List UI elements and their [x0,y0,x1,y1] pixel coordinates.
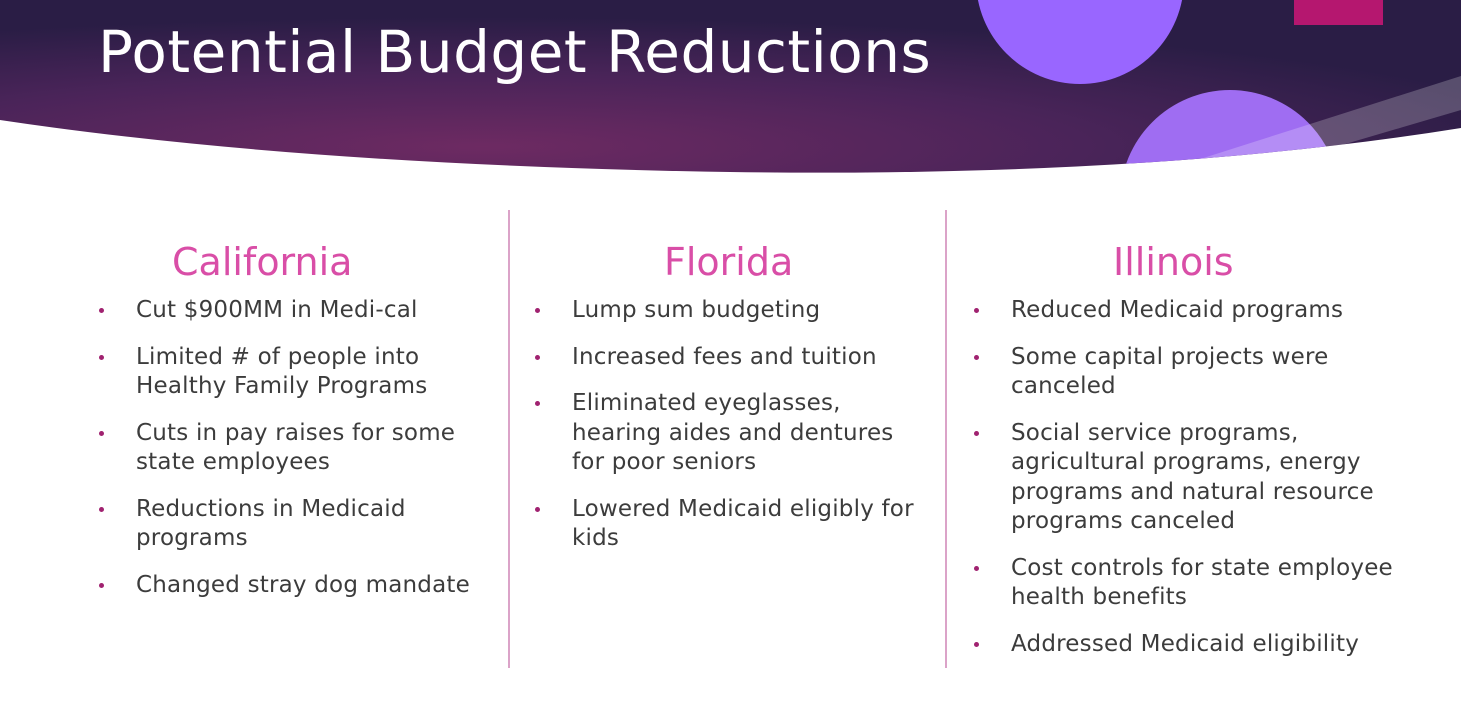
column-divider-1 [508,210,510,668]
bullet-icon [535,308,540,313]
list-item [99,343,489,402]
column-california [99,232,489,617]
list-item [974,343,1394,402]
bullet-icon [974,566,979,571]
list-item [535,389,925,478]
column-heading: Florida [664,240,794,284]
list-item-text: Lowered Medicaid eligibly for kids [572,495,914,551]
list-item [99,296,489,326]
list-item-text: Some capital projects were canceled [1011,343,1329,399]
bullet-icon [99,308,104,313]
column-divider-2 [945,210,947,668]
list-item [535,296,925,326]
bullet-icon [535,355,540,360]
column-illinois [974,232,1394,676]
bullet-icon [535,401,540,406]
bullet-icon [99,355,104,360]
list-item [974,419,1394,537]
bullet-icon [974,308,979,313]
list-item-text: Cuts in pay raises for some state employees [136,419,456,475]
list-item [974,296,1394,326]
list-item-text: Increased fees and tuition [572,343,877,370]
list-item [99,419,489,478]
list-item-text: Social service programs, agricultural programs, energy programs and natural resource programs canceled [1011,419,1374,534]
list-item-text: Changed stray dog mandate [136,571,470,598]
list-item-text: Reduced Medicaid programs [1011,297,1344,323]
list-item-text: Cost controls for state employee health benefits [1011,554,1393,610]
list-item-text: Lump sum budgeting [572,297,821,323]
bullet-list [99,296,489,600]
header-accent-square [1294,0,1383,25]
bullet-icon [974,642,979,647]
list-item [974,630,1394,660]
bullet-icon [99,507,104,512]
bullet-list [535,296,925,554]
list-item [99,495,489,554]
list-item [535,343,925,373]
list-item [974,554,1394,613]
list-item-text: Cut $900MM in Medi-cal [136,297,418,323]
column-heading: California [172,240,353,284]
bullet-list [974,296,1394,659]
list-item-text: Eliminated eyeglasses, hearing aides and dentures for poor seniors [572,390,894,475]
list-item [99,571,489,601]
list-item-text: Addressed Medicaid eligibility [1011,630,1360,657]
bullet-icon [99,431,104,436]
slide-title: Potential Budget Reductions [98,18,932,86]
list-item-text: Limited # of people into Healthy Family Programs [136,343,428,399]
column-heading: Illinois [1113,240,1234,284]
bullet-icon [974,431,979,436]
list-item [535,495,925,554]
column-florida [535,232,925,571]
list-item-text: Reductions in Medicaid programs [136,495,406,551]
bullet-icon [974,355,979,360]
bullet-icon [535,507,540,512]
bullet-icon [99,583,104,588]
